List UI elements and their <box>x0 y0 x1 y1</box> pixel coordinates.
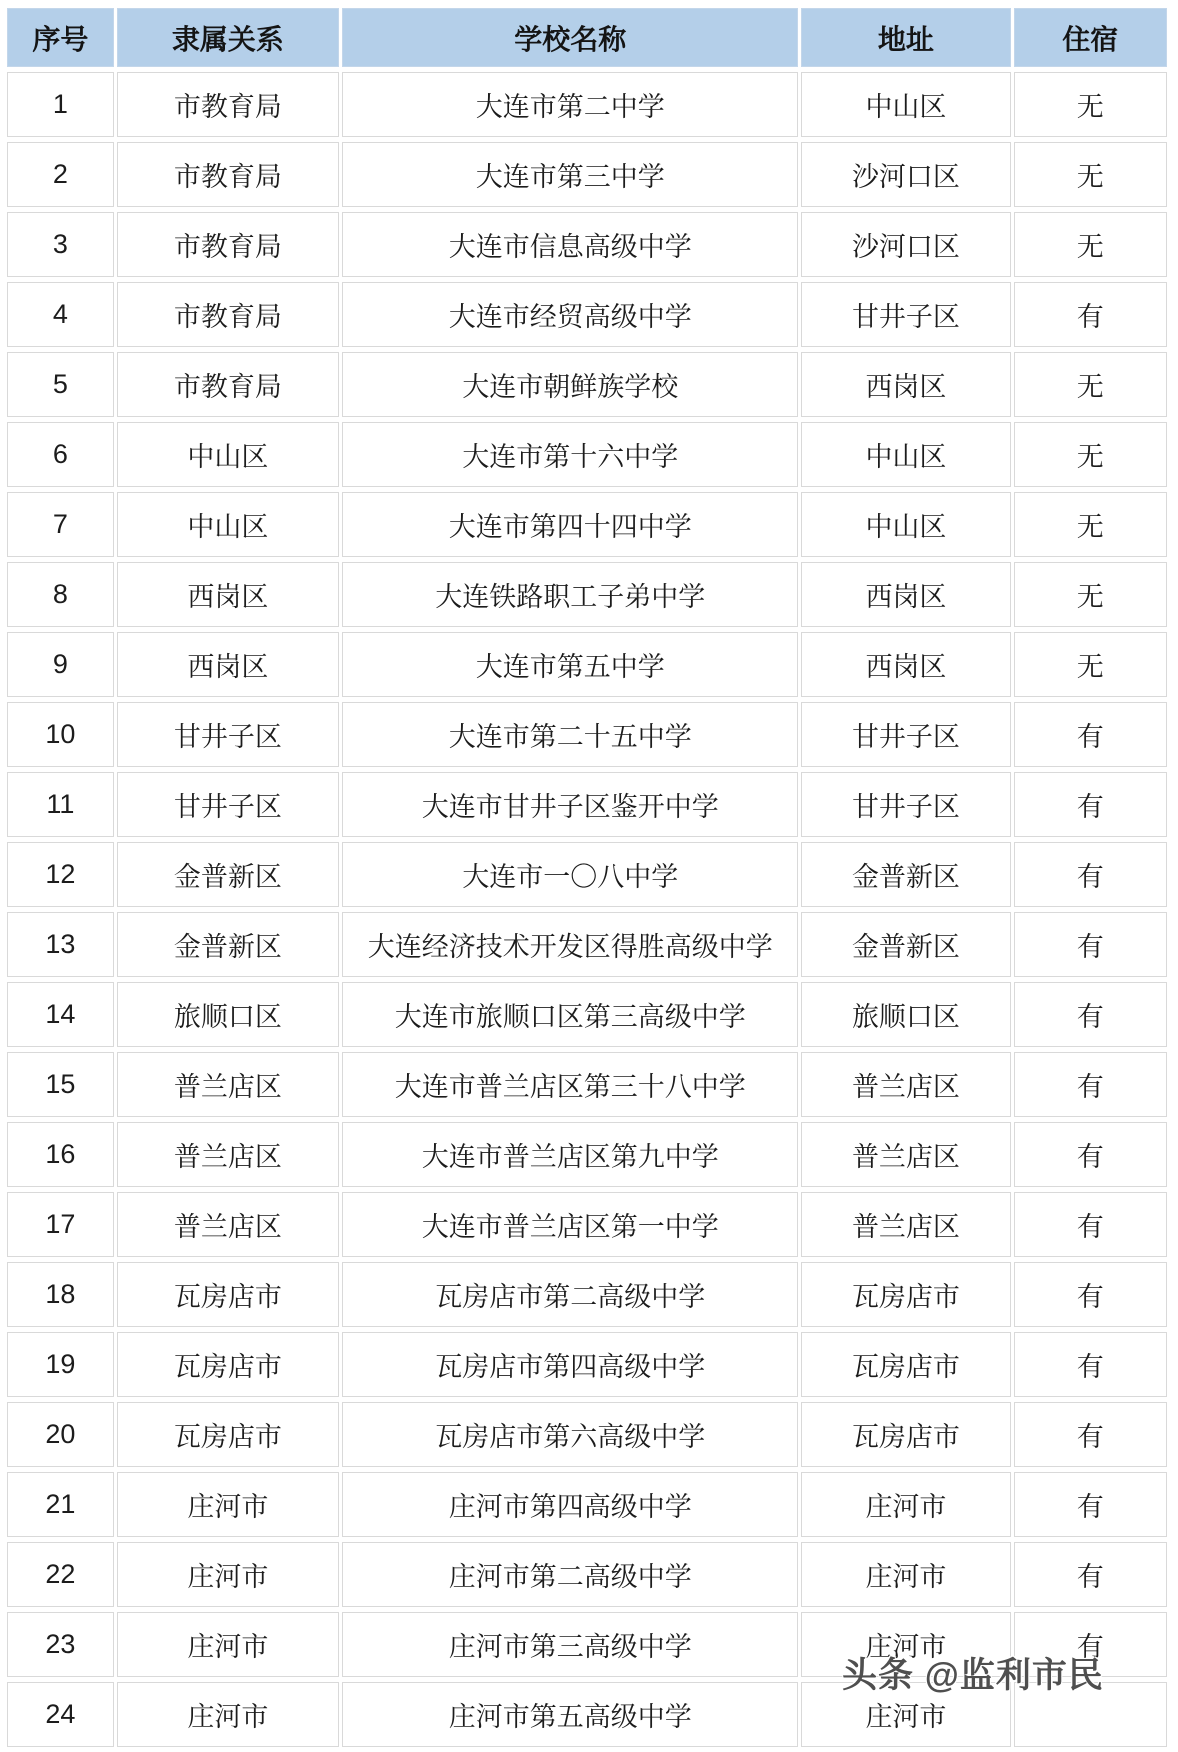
serial-number-cell: 5 <box>7 352 114 417</box>
school-name-cell: 大连市第二十五中学 <box>342 702 798 767</box>
school-name-cell: 大连市普兰店区第三十八中学 <box>342 1052 798 1117</box>
school-name-cell: 大连市信息高级中学 <box>342 212 798 277</box>
affiliation-cell: 金普新区 <box>117 842 339 907</box>
table-row <box>7 212 1167 277</box>
affiliation-cell: 瓦房店市 <box>117 1402 339 1467</box>
column-header-address: 地址 <box>801 8 1010 67</box>
affiliation-cell: 瓦房店市 <box>117 1332 339 1397</box>
school-name-cell: 庄河市第三高级中学 <box>342 1612 798 1677</box>
table-row <box>7 72 1167 137</box>
table-row <box>7 1192 1167 1257</box>
address-cell: 庄河市 <box>801 1612 1010 1677</box>
boarding-cell: 无 <box>1014 72 1167 137</box>
boarding-cell: 无 <box>1014 422 1167 487</box>
school-name-cell: 瓦房店市第六高级中学 <box>342 1402 798 1467</box>
boarding-cell: 有 <box>1014 1262 1167 1327</box>
boarding-cell: 有 <box>1014 1542 1167 1607</box>
table-row <box>7 1402 1167 1467</box>
serial-number-cell: 2 <box>7 142 114 207</box>
affiliation-cell: 庄河市 <box>117 1472 339 1537</box>
boarding-cell: 有 <box>1014 772 1167 837</box>
affiliation-cell: 旅顺口区 <box>117 982 339 1047</box>
table-body <box>7 72 1167 1747</box>
table-row <box>7 1542 1167 1607</box>
serial-number-cell: 22 <box>7 1542 114 1607</box>
affiliation-cell: 普兰店区 <box>117 1122 339 1187</box>
address-cell: 西岗区 <box>801 632 1010 697</box>
address-cell: 中山区 <box>801 422 1010 487</box>
boarding-cell: 无 <box>1014 352 1167 417</box>
serial-number-cell: 6 <box>7 422 114 487</box>
address-cell: 庄河市 <box>801 1682 1010 1747</box>
affiliation-cell: 瓦房店市 <box>117 1262 339 1327</box>
table-row <box>7 352 1167 417</box>
affiliation-cell: 市教育局 <box>117 352 339 417</box>
table-row <box>7 282 1167 347</box>
table-row <box>7 1122 1167 1187</box>
header-row <box>7 8 1167 67</box>
school-name-cell: 大连市旅顺口区第三高级中学 <box>342 982 798 1047</box>
affiliation-cell: 市教育局 <box>117 282 339 347</box>
table-row <box>7 1262 1167 1327</box>
address-cell: 中山区 <box>801 492 1010 557</box>
boarding-cell: 有 <box>1014 1612 1167 1677</box>
affiliation-cell: 金普新区 <box>117 912 339 977</box>
serial-number-cell: 1 <box>7 72 114 137</box>
boarding-cell: 有 <box>1014 1472 1167 1537</box>
address-cell: 瓦房店市 <box>801 1332 1010 1397</box>
serial-number-cell: 24 <box>7 1682 114 1747</box>
address-cell: 旅顺口区 <box>801 982 1010 1047</box>
address-cell: 沙河口区 <box>801 142 1010 207</box>
school-name-cell: 大连市普兰店区第九中学 <box>342 1122 798 1187</box>
address-cell: 金普新区 <box>801 912 1010 977</box>
affiliation-cell: 中山区 <box>117 422 339 487</box>
address-cell: 金普新区 <box>801 842 1010 907</box>
affiliation-cell: 中山区 <box>117 492 339 557</box>
table-row <box>7 912 1167 977</box>
table-row <box>7 1472 1167 1537</box>
address-cell: 普兰店区 <box>801 1192 1010 1257</box>
serial-number-cell: 23 <box>7 1612 114 1677</box>
boarding-cell: 无 <box>1014 212 1167 277</box>
table-row <box>7 982 1167 1047</box>
school-name-cell: 瓦房店市第四高级中学 <box>342 1332 798 1397</box>
serial-number-cell: 7 <box>7 492 114 557</box>
serial-number-cell: 11 <box>7 772 114 837</box>
serial-number-cell: 18 <box>7 1262 114 1327</box>
school-name-cell: 庄河市第五高级中学 <box>342 1682 798 1747</box>
affiliation-cell: 市教育局 <box>117 72 339 137</box>
school-name-cell: 庄河市第四高级中学 <box>342 1472 798 1537</box>
school-name-cell: 大连市第二中学 <box>342 72 798 137</box>
serial-number-cell: 16 <box>7 1122 114 1187</box>
boarding-cell: 有 <box>1014 1122 1167 1187</box>
serial-number-cell: 13 <box>7 912 114 977</box>
serial-number-cell: 17 <box>7 1192 114 1257</box>
boarding-cell: 无 <box>1014 632 1167 697</box>
serial-number-cell: 20 <box>7 1402 114 1467</box>
affiliation-cell: 普兰店区 <box>117 1052 339 1117</box>
school-name-cell: 大连市普兰店区第一中学 <box>342 1192 798 1257</box>
address-cell: 甘井子区 <box>801 702 1010 767</box>
affiliation-cell: 市教育局 <box>117 142 339 207</box>
boarding-cell: 有 <box>1014 1192 1167 1257</box>
serial-number-cell: 3 <box>7 212 114 277</box>
affiliation-cell: 市教育局 <box>117 212 339 277</box>
serial-number-cell: 10 <box>7 702 114 767</box>
address-cell: 西岗区 <box>801 352 1010 417</box>
table-row <box>7 842 1167 907</box>
school-table <box>4 3 1170 1752</box>
column-header-boarding: 住宿 <box>1014 8 1167 67</box>
toutiao-watermark: 头条 @监利市民 <box>842 1656 1104 1695</box>
boarding-cell: 有 <box>1014 702 1167 767</box>
serial-number-cell: 8 <box>7 562 114 627</box>
table-row <box>7 1612 1167 1677</box>
boarding-cell: 有 <box>1014 842 1167 907</box>
boarding-cell: 有 <box>1014 1332 1167 1397</box>
boarding-cell: 无 <box>1014 492 1167 557</box>
address-cell: 沙河口区 <box>801 212 1010 277</box>
address-cell: 普兰店区 <box>801 1052 1010 1117</box>
table-row <box>7 562 1167 627</box>
table-row <box>7 1052 1167 1117</box>
serial-number-cell: 4 <box>7 282 114 347</box>
table-row <box>7 772 1167 837</box>
school-name-cell: 瓦房店市第二高级中学 <box>342 1262 798 1327</box>
boarding-cell: 有 <box>1014 1052 1167 1117</box>
address-cell: 普兰店区 <box>801 1122 1010 1187</box>
school-name-cell: 大连经济技术开发区得胜高级中学 <box>342 912 798 977</box>
address-cell: 西岗区 <box>801 562 1010 627</box>
serial-number-cell: 15 <box>7 1052 114 1117</box>
boarding-cell: 有 <box>1014 982 1167 1047</box>
address-cell: 中山区 <box>801 72 1010 137</box>
serial-number-cell: 14 <box>7 982 114 1047</box>
affiliation-cell: 甘井子区 <box>117 772 339 837</box>
table-row <box>7 702 1167 767</box>
address-cell: 甘井子区 <box>801 282 1010 347</box>
school-name-cell: 大连市甘井子区鉴开中学 <box>342 772 798 837</box>
table-header <box>7 8 1167 67</box>
address-cell: 瓦房店市 <box>801 1402 1010 1467</box>
table-row <box>7 142 1167 207</box>
boarding-cell: 有 <box>1014 282 1167 347</box>
address-cell: 甘井子区 <box>801 772 1010 837</box>
boarding-cell: 无 <box>1014 142 1167 207</box>
affiliation-cell: 西岗区 <box>117 632 339 697</box>
school-name-cell: 大连市经贸高级中学 <box>342 282 798 347</box>
affiliation-cell: 西岗区 <box>117 562 339 627</box>
affiliation-cell: 庄河市 <box>117 1612 339 1677</box>
boarding-cell: 无 <box>1014 562 1167 627</box>
school-name-cell: 庄河市第二高级中学 <box>342 1542 798 1607</box>
serial-number-cell: 9 <box>7 632 114 697</box>
affiliation-cell: 普兰店区 <box>117 1192 339 1257</box>
table-row <box>7 1332 1167 1397</box>
serial-number-cell: 12 <box>7 842 114 907</box>
school-name-cell: 大连市第五中学 <box>342 632 798 697</box>
boarding-cell: 有 <box>1014 912 1167 977</box>
serial-number-cell: 21 <box>7 1472 114 1537</box>
table-row <box>7 422 1167 487</box>
column-header-school-name: 学校名称 <box>342 8 798 67</box>
serial-number-cell: 19 <box>7 1332 114 1397</box>
school-name-cell: 大连铁路职工子弟中学 <box>342 562 798 627</box>
school-name-cell: 大连市第十六中学 <box>342 422 798 487</box>
column-header-affiliation: 隶属关系 <box>117 8 339 67</box>
address-cell: 庄河市 <box>801 1472 1010 1537</box>
table-row <box>7 492 1167 557</box>
table-row <box>7 632 1167 697</box>
affiliation-cell: 甘井子区 <box>117 702 339 767</box>
column-header-serial-number: 序号 <box>7 8 114 67</box>
affiliation-cell: 庄河市 <box>117 1542 339 1607</box>
school-name-cell: 大连市朝鲜族学校 <box>342 352 798 417</box>
school-name-cell: 大连市第四十四中学 <box>342 492 798 557</box>
address-cell: 庄河市 <box>801 1542 1010 1607</box>
boarding-cell: 有 <box>1014 1402 1167 1467</box>
school-name-cell: 大连市一〇八中学 <box>342 842 798 907</box>
address-cell: 瓦房店市 <box>801 1262 1010 1327</box>
affiliation-cell: 庄河市 <box>117 1682 339 1747</box>
school-name-cell: 大连市第三中学 <box>342 142 798 207</box>
